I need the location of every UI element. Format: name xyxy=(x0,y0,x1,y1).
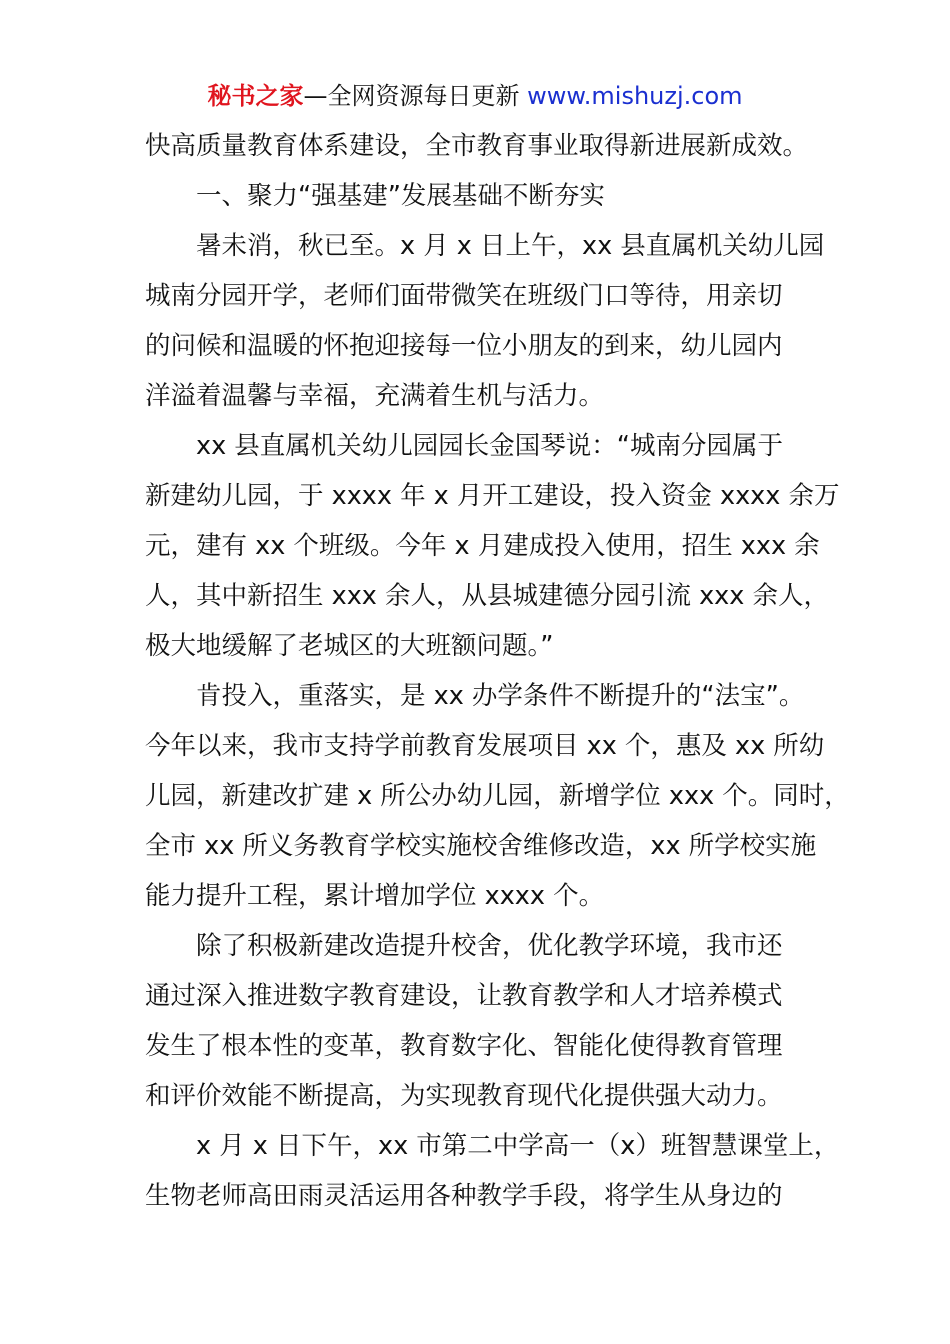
body-line: 元，建有 xx 个班级。今年 x 月建成投入使用，招生 xxx 余 xyxy=(145,531,820,561)
body-line: 和评价效能不断提高，为实现教育现代化提供强大动力。 xyxy=(145,1081,783,1111)
body-line: 通过深入推进数字教育建设，让教育教学和人才培养模式 xyxy=(145,981,783,1011)
body-line: 人，其中新招生 xxx 余人，从县城建德分园引流 xxx 余人， xyxy=(145,581,829,611)
body-line: 肯投入，重落实，是 xx 办学条件不断提升的“法宝”。 xyxy=(196,681,805,711)
site-tagline: —全网资源每日更新 xyxy=(303,82,520,110)
body-line: 快高质量教育体系建设，全市教育事业取得新进展新成效。 xyxy=(145,131,809,161)
body-line: 极大地缓解了老城区的大班额问题。” xyxy=(145,631,554,661)
body-line: 全市 xx 所义务教育学校实施校舍维修改造，xx 所学校实施 xyxy=(145,831,817,861)
body-line: 城南分园开学，老师们面带微笑在班级门口等待，用亲切 xyxy=(145,281,783,311)
body-line: 除了积极新建改造提升校舍，优化教学环境，我市还 xyxy=(196,931,783,961)
body-line: 的问候和温暖的怀抱迎接每一位小朋友的到来，幼儿园内 xyxy=(145,331,783,361)
body-line: 生物老师高田雨灵活运用各种教学手段，将学生从身边的 xyxy=(145,1181,783,1211)
site-header xyxy=(0,80,950,112)
body-line: 今年以来，我市支持学前教育发展项目 xx 个，惠及 xx 所幼 xyxy=(145,731,825,761)
body-line: 洋溢着温馨与幸福，充满着生机与活力。 xyxy=(145,381,605,411)
body-line: 能力提升工程，累计增加学位 xxxx 个。 xyxy=(145,881,605,911)
body-line: 新建幼儿园，于 xxxx 年 x 月开工建设，投入资金 xxxx 余万 xyxy=(145,481,840,511)
site-brand: 秘书之家 xyxy=(207,82,304,110)
body-line: xx 县直属机关幼儿园园长金国琴说：“城南分园属于 xyxy=(196,431,783,461)
site-url[interactable]: www.mishuzj.com xyxy=(527,82,743,110)
body-line: 暑未消，秋已至。x 月 x 日上午，xx 县直属机关幼儿园 xyxy=(196,231,825,261)
body-line: 儿园，新建改扩建 x 所公办幼儿园，新增学位 xxx 个。同时， xyxy=(145,781,850,811)
body-line: 发生了根本性的变革，教育数字化、智能化使得教育管理 xyxy=(145,1031,783,1061)
section-heading: 一、聚力“强基建”发展基础不断夯实 xyxy=(196,181,605,211)
body-line: x 月 x 日下午，xx 市第二中学高一（x）班智慧课堂上， xyxy=(196,1131,840,1161)
